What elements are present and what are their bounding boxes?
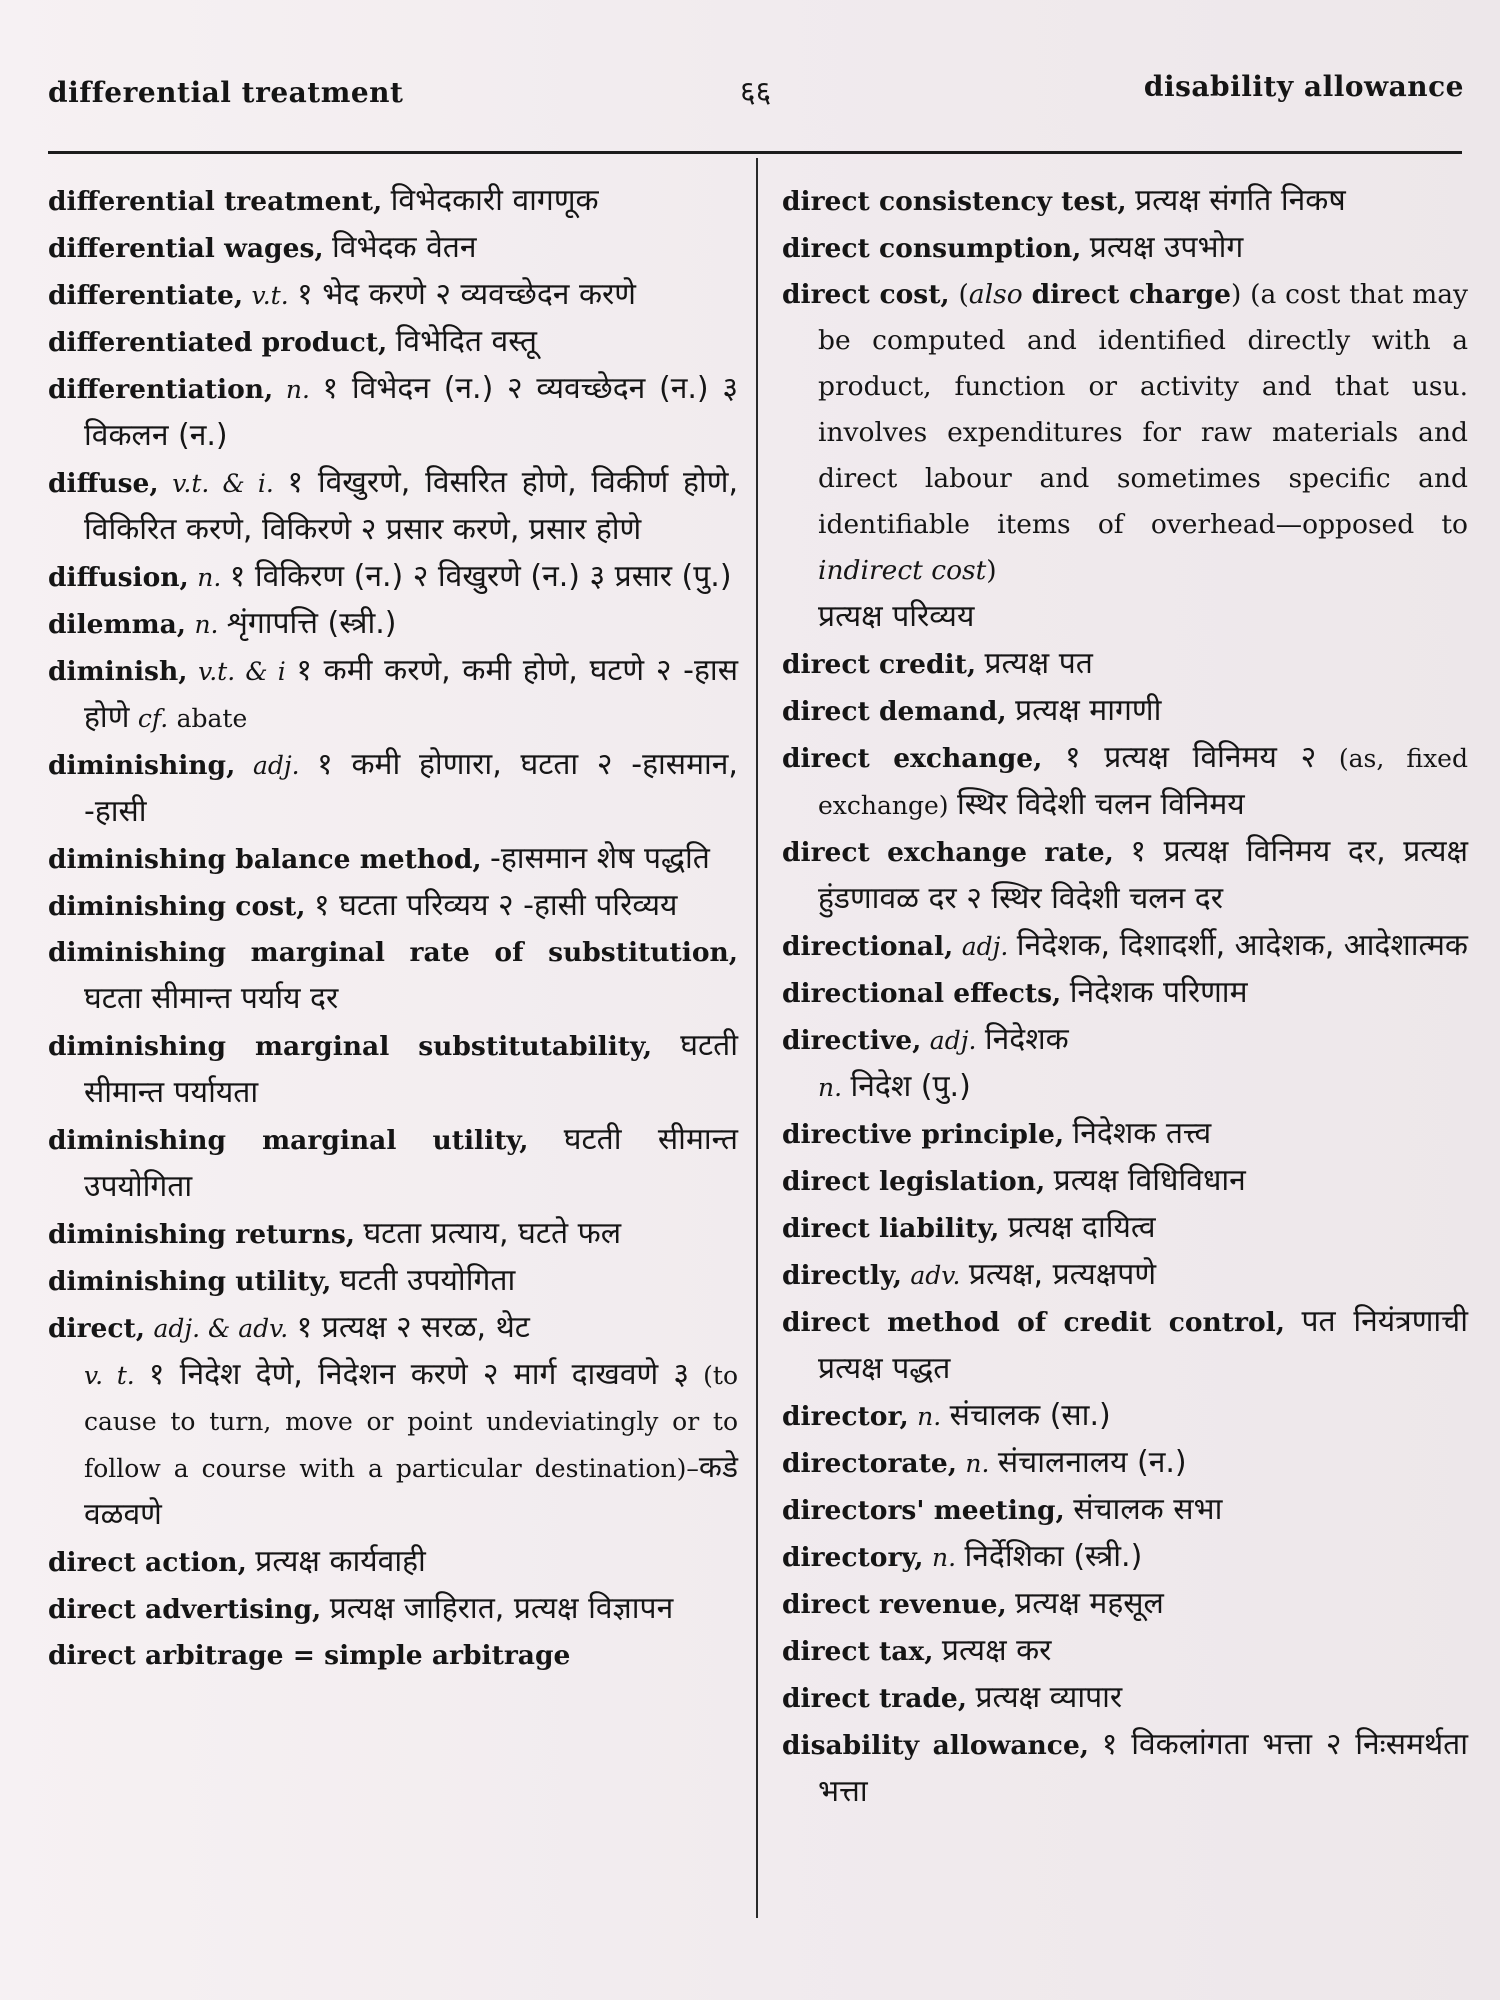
dictionary-entry: directly, adv. प्रत्यक्ष, प्रत्यक्षपणे bbox=[782, 1257, 1157, 1292]
dictionary-entry: diminish, v.t. & i १ कमी करणे, कमी होणे, घटणे २ -हास होणे cf. abate bbox=[48, 653, 738, 735]
dictionary-entry: direct revenue, प्रत्यक्ष महसूल bbox=[782, 1586, 1164, 1621]
dictionary-entry: direct legislation, प्रत्यक्ष विधिविधान bbox=[782, 1163, 1246, 1198]
dictionary-entry: direct cost, (also direct charge) (a cost that may be computed and identified directly with a product, function or activity and that usu. involves expenditures for raw materials and direct labour and sometimes specific and identifiable items of overhead—opposed to indirect cost) प्रत्यक्ष परिव्यय bbox=[782, 279, 1468, 634]
dictionary-entry: directive principle, निदेशक तत्त्व bbox=[782, 1116, 1212, 1151]
running-header bbox=[48, 70, 1464, 120]
dictionary-entry: diminishing utility, घटती उपयोगिता bbox=[48, 1263, 516, 1298]
dictionary-entry: directors' meeting, संचालक सभा bbox=[782, 1492, 1223, 1527]
dictionary-entry: directional, adj. निदेशक, दिशादर्शी, आदेशक, आदेशात्मक bbox=[782, 928, 1468, 963]
dictionary-entry: direct consistency test, प्रत्यक्ष संगति निकष bbox=[782, 183, 1346, 218]
dictionary-entry: diminishing returns, घटता प्रत्याय, घटते फल bbox=[48, 1216, 622, 1251]
dictionary-entry: differentiation, n. १ विभेदन (न.) २ व्यवच्छेदन (न.) ३ विकलन (न.) bbox=[48, 371, 738, 453]
dictionary-entry: direct trade, प्रत्यक्ष व्यापार bbox=[782, 1680, 1123, 1715]
dictionary-entry: differentiated product, विभेदित वस्तू bbox=[48, 324, 537, 359]
dictionary-entry: diminishing cost, १ घटता परिव्यय २ -हासी परिव्यय bbox=[48, 888, 678, 923]
dictionary-entry: differentiate, v.t. १ भेद करणे २ व्यवच्छेदन करणे bbox=[48, 277, 636, 312]
dictionary-entry: direct credit, प्रत्यक्ष पत bbox=[782, 646, 1093, 681]
dictionary-entry: directional effects, निदेशक परिणाम bbox=[782, 975, 1248, 1010]
dictionary-entry: direct, adj. & adv. १ प्रत्यक्ष २ सरळ, थेट v. t. १ निदेश देणे, निदेशन करणे २ मार्ग दाखवणे ३ (to cause to turn, move or point undeviatingly or to follow a course with a particular destination)–कडे वळवणे bbox=[48, 1310, 738, 1532]
dictionary-entry: direct liability, प्रत्यक्ष दायित्व bbox=[782, 1210, 1156, 1245]
dictionary-entry: direct tax, प्रत्यक्ष कर bbox=[782, 1633, 1052, 1668]
dictionary-entry: diminishing balance method, -हासमान शेष पद्धति bbox=[48, 841, 710, 876]
dictionary-entry: diminishing marginal utility, घटती सीमान्त उपयोगिता bbox=[48, 1122, 738, 1204]
dictionary-entry: direct arbitrage = simple arbitrage bbox=[48, 1640, 571, 1671]
dictionary-entry: directory, n. निर्देशिका (स्त्री.) bbox=[782, 1539, 1143, 1574]
dictionary-entry: disability allowance, १ विकलांगता भत्ता २ निःसमर्थता भत्ता bbox=[782, 1727, 1468, 1809]
dictionary-entry: direct exchange rate, १ प्रत्यक्ष विनिमय दर, प्रत्यक्ष हुंडणावळ दर २ स्थिर विदेशी चलन दर bbox=[782, 834, 1468, 916]
column-divider bbox=[756, 158, 758, 1918]
dictionary-entry: direct exchange, १ प्रत्यक्ष विनिमय २ (as, fixed exchange) स्थिर विदेशी चलन विनिमय bbox=[782, 740, 1468, 822]
right-column bbox=[782, 178, 1468, 1816]
dictionary-entry: diffuse, v.t. & i. १ विखुरणे, विसरित होणे, विकीर्ण होणे, विकिरित करणे, विकिरणे २ प्रसार करणे, प्रसार होणे bbox=[48, 465, 738, 547]
dictionary-entry: dilemma, n. शृंगापत्ति (स्त्री.) bbox=[48, 606, 397, 641]
dictionary-entry: direct action, प्रत्यक्ष कार्यवाही bbox=[48, 1544, 426, 1579]
dictionary-entry: direct demand, प्रत्यक्ष मागणी bbox=[782, 693, 1162, 728]
page-number: ६६ bbox=[740, 75, 772, 110]
dictionary-entry: direct advertising, प्रत्यक्ष जाहिरात, प्रत्यक्ष विज्ञापन bbox=[48, 1591, 674, 1626]
left-column bbox=[48, 178, 738, 1679]
dictionary-entry: diminishing marginal substitutability, घटती सीमान्त पर्यायता bbox=[48, 1028, 738, 1110]
header-first-entry: differential treatment bbox=[48, 76, 404, 109]
dictionary-entry: differential treatment, विभेदकारी वागणूक bbox=[48, 183, 599, 218]
dictionary-entry: diffusion, n. १ विकिरण (न.) २ विखुरणे (न.) ३ प्रसार (पु.) bbox=[48, 559, 732, 594]
dictionary-entry: diminishing, adj. १ कमी होणारा, घटता २ -हासमान, -हासी bbox=[48, 747, 738, 829]
dictionary-entry: differential wages, विभेदक वेतन bbox=[48, 230, 477, 265]
header-last-entry: disability allowance bbox=[1143, 70, 1464, 103]
dictionary-entry: director, n. संचालक (सा.) bbox=[782, 1398, 1111, 1433]
dictionary-entry: directorate, n. संचालनालय (न.) bbox=[782, 1445, 1187, 1480]
dictionary-entry: direct consumption, प्रत्यक्ष उपभोग bbox=[782, 230, 1244, 265]
dictionary-entry: direct method of credit control, पत नियंत्रणाची प्रत्यक्ष पद्धत bbox=[782, 1304, 1468, 1386]
dictionary-entry: directive, adj. निदेशक n. निदेश (पु.) bbox=[782, 1022, 1069, 1104]
dictionary-entry: diminishing marginal rate of substitution, घटता सीमान्त पर्याय दर bbox=[48, 937, 738, 1016]
header-rule bbox=[48, 151, 1462, 154]
